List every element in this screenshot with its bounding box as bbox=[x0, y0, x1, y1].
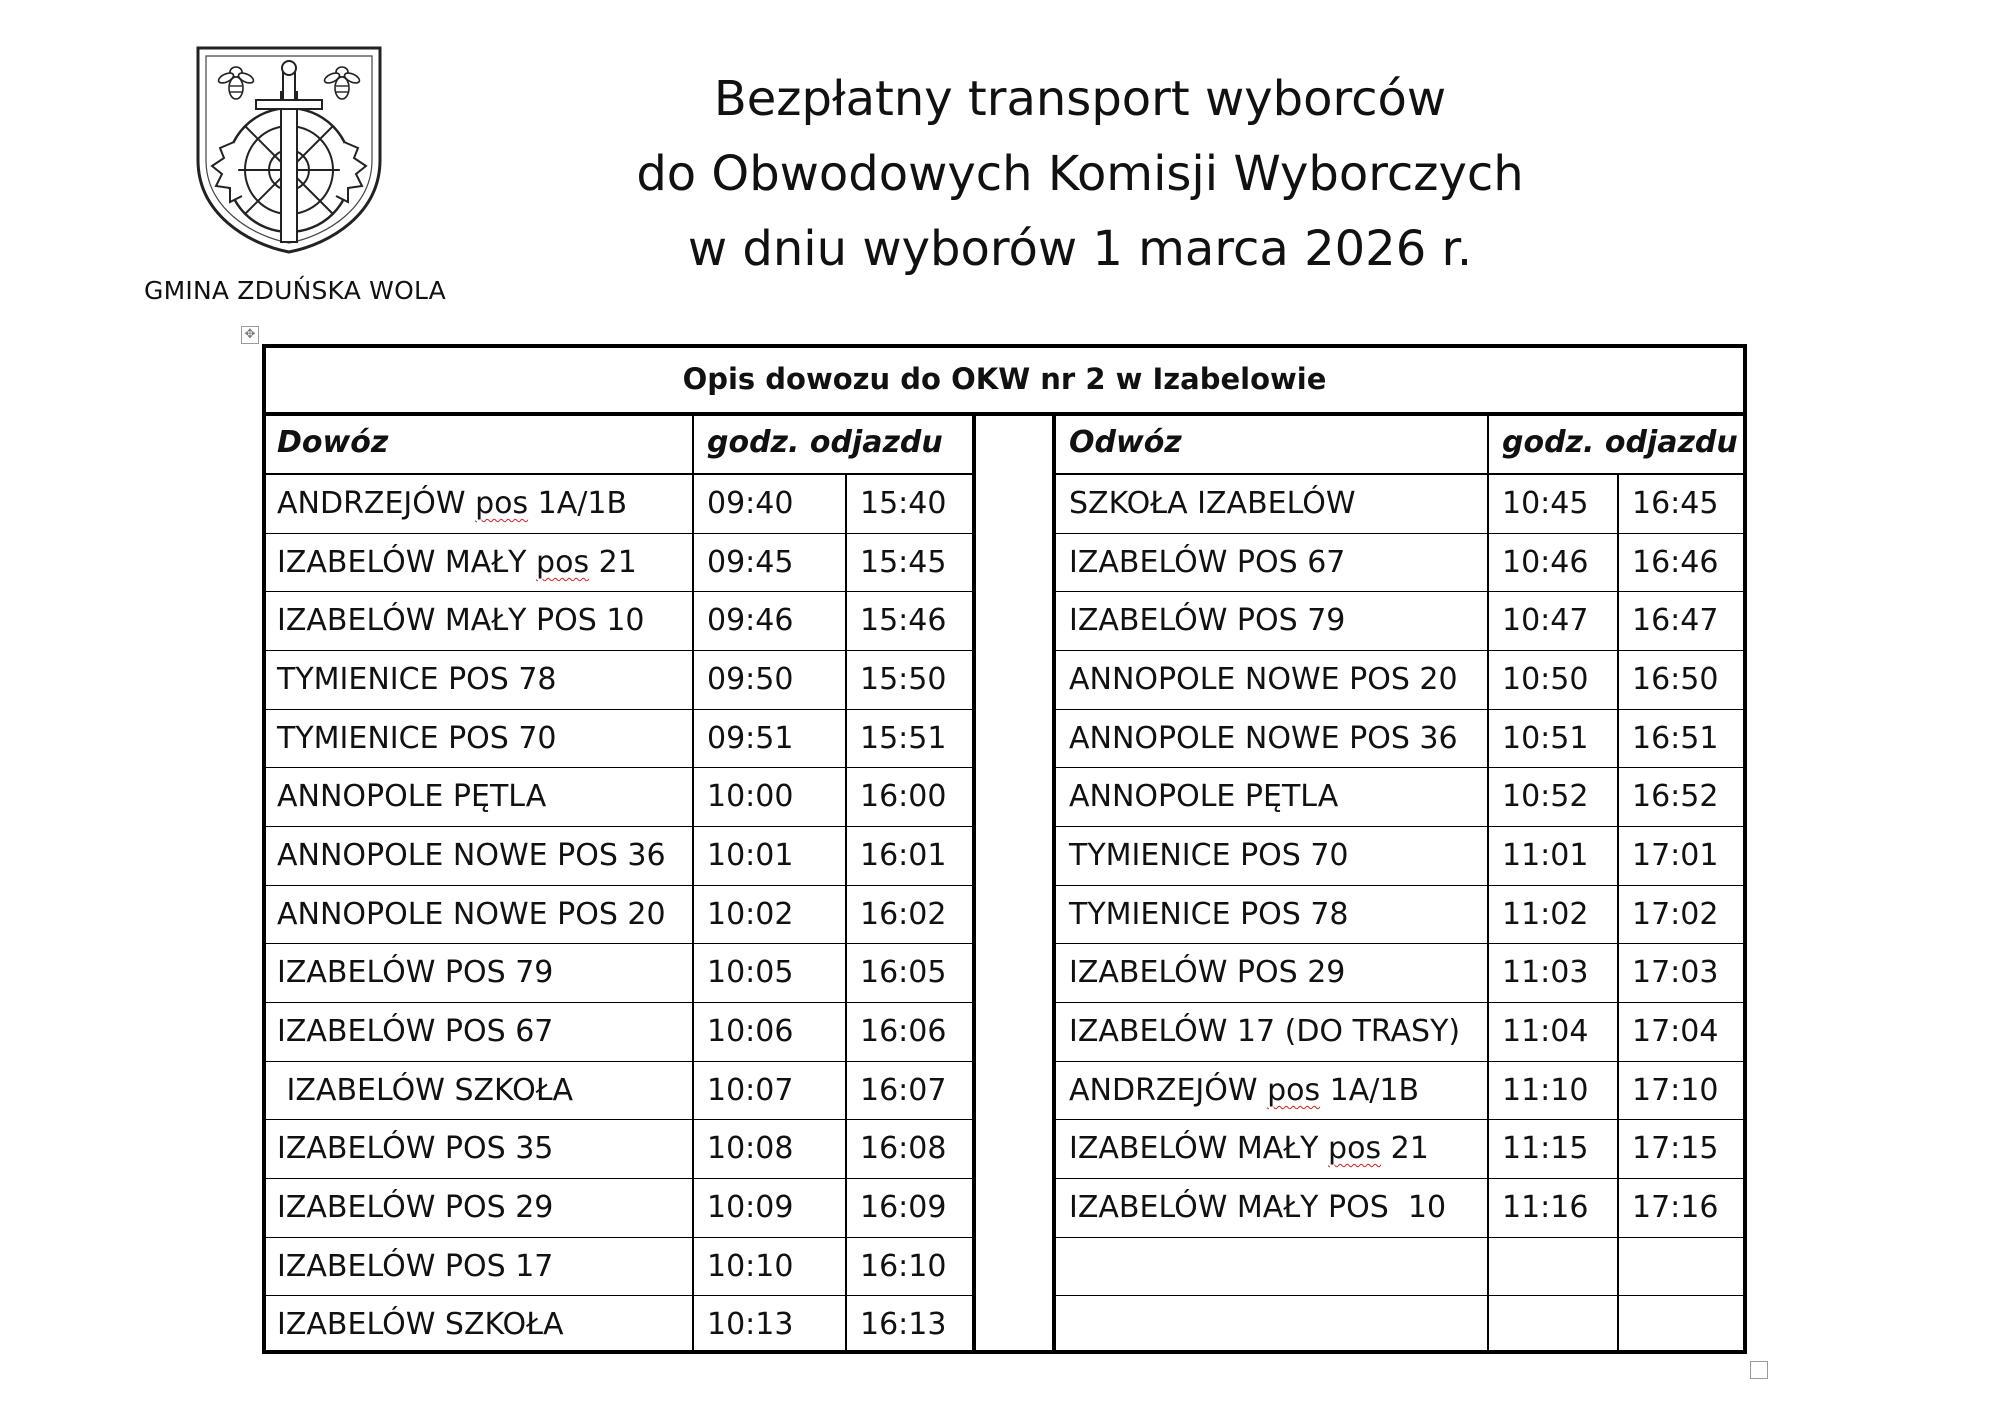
dowoz-time-1: 09:40 bbox=[707, 486, 794, 521]
row-divider-right bbox=[1054, 1237, 1747, 1238]
odwoz-time-1: 11:15 bbox=[1502, 1131, 1589, 1166]
odwoz-time-2: 16:47 bbox=[1632, 603, 1719, 638]
odwoz-time-1: 11:16 bbox=[1502, 1190, 1589, 1225]
odwoz-stop: TYMIENICE POS 78 bbox=[1069, 897, 1349, 932]
dowoz-time-2: 16:02 bbox=[860, 897, 947, 932]
odwoz-time-1: 11:10 bbox=[1502, 1073, 1589, 1108]
odwoz-stop: ANNOPOLE NOWE POS 20 bbox=[1069, 662, 1458, 697]
odwoz-time-2: 17:02 bbox=[1632, 897, 1719, 932]
municipality-name: GMINA ZDUŃSKA WOLA bbox=[144, 276, 446, 305]
dowoz-time-2: 15:51 bbox=[860, 721, 947, 756]
odwoz-stop: ANDRZEJÓW pos 1A/1B bbox=[1069, 1073, 1420, 1108]
page-title bbox=[540, 62, 1620, 287]
odwoz-time-1: 11:02 bbox=[1502, 897, 1589, 932]
dowoz-time-2: 16:01 bbox=[860, 838, 947, 873]
odwoz-stop: IZABELÓW POS 67 bbox=[1069, 545, 1346, 580]
odwoz-stop: IZABELÓW 17 (DO TRASY) bbox=[1069, 1014, 1461, 1049]
column-divider bbox=[1487, 414, 1489, 1354]
column-divider bbox=[1617, 474, 1619, 1354]
dowoz-stop: IZABELÓW POS 35 bbox=[277, 1131, 554, 1166]
odwoz-time-2: 16:46 bbox=[1632, 545, 1719, 580]
odwoz-stop: ANNOPOLE NOWE POS 36 bbox=[1069, 721, 1458, 756]
dowoz-time-1: 09:50 bbox=[707, 662, 794, 697]
schedule-table bbox=[262, 344, 1747, 1354]
column-divider bbox=[692, 414, 694, 1354]
odwoz-time-header: godz. odjazdu bbox=[1502, 425, 1738, 460]
dowoz-time-2: 15:45 bbox=[860, 545, 947, 580]
odwoz-time-2: 17:03 bbox=[1632, 955, 1719, 990]
odwoz-time-2: 16:50 bbox=[1632, 662, 1719, 697]
right-block-edge bbox=[1052, 414, 1056, 1354]
dowoz-stop: IZABELÓW POS 79 bbox=[277, 955, 554, 990]
odwoz-time-1: 10:46 bbox=[1502, 545, 1589, 580]
dowoz-stop: IZABELÓW POS 29 bbox=[277, 1190, 554, 1225]
municipal-crest-icon bbox=[180, 42, 398, 256]
odwoz-time-2: 17:15 bbox=[1632, 1131, 1719, 1166]
title-line-2: do Obwodowych Komisji Wyborczych bbox=[636, 146, 1524, 202]
row-divider-right bbox=[1054, 1295, 1747, 1296]
dowoz-stop: IZABELÓW POS 67 bbox=[277, 1014, 554, 1049]
dowoz-time-header: godz. odjazdu bbox=[707, 425, 943, 460]
dowoz-time-2: 16:08 bbox=[860, 1131, 947, 1166]
odwoz-time-1: 11:03 bbox=[1502, 955, 1589, 990]
title-line-3: w dniu wyborów 1 marca 2026 r. bbox=[687, 221, 1473, 277]
dowoz-time-1: 10:00 bbox=[707, 779, 794, 814]
dowoz-stop: IZABELÓW POS 17 bbox=[277, 1249, 554, 1284]
dowoz-stop: ANDRZEJÓW pos 1A/1B bbox=[277, 486, 628, 521]
odwoz-stop: IZABELÓW MAŁY POS 10 bbox=[1069, 1190, 1447, 1225]
odwoz-time-2: 16:51 bbox=[1632, 721, 1719, 756]
spelling-mark: pos bbox=[536, 545, 590, 580]
odwoz-time-1: 10:50 bbox=[1502, 662, 1589, 697]
dowoz-stop: TYMIENICE POS 78 bbox=[277, 662, 557, 697]
dowoz-time-1: 09:45 bbox=[707, 545, 794, 580]
odwoz-time-2: 17:04 bbox=[1632, 1014, 1719, 1049]
table-caption: Opis dowozu do OKW nr 2 w Izabelowie bbox=[682, 362, 1327, 396]
dowoz-time-1: 09:51 bbox=[707, 721, 794, 756]
spelling-mark: pos bbox=[1267, 1073, 1321, 1108]
table-move-handle-icon[interactable]: ✥ bbox=[241, 326, 259, 344]
odwoz-time-2: 17:16 bbox=[1632, 1190, 1719, 1225]
dowoz-time-2: 16:10 bbox=[860, 1249, 947, 1284]
dowoz-stop: ANNOPOLE NOWE POS 36 bbox=[277, 838, 666, 873]
dowoz-header: Dowóz bbox=[277, 425, 389, 460]
odwoz-time-2: 16:45 bbox=[1632, 486, 1719, 521]
odwoz-time-2: 17:10 bbox=[1632, 1073, 1719, 1108]
dowoz-time-1: 10:06 bbox=[707, 1014, 794, 1049]
dowoz-stop: IZABELÓW SZKOŁA bbox=[277, 1073, 574, 1108]
dowoz-time-1: 10:09 bbox=[707, 1190, 794, 1225]
dowoz-time-1: 10:08 bbox=[707, 1131, 794, 1166]
column-divider bbox=[845, 474, 847, 1354]
dowoz-time-2: 16:09 bbox=[860, 1190, 947, 1225]
dowoz-stop: ANNOPOLE PĘTLA bbox=[277, 779, 547, 814]
odwoz-time-2: 16:52 bbox=[1632, 779, 1719, 814]
odwoz-stop: IZABELÓW POS 79 bbox=[1069, 603, 1346, 638]
dowoz-time-2: 15:46 bbox=[860, 603, 947, 638]
dowoz-stop: ANNOPOLE NOWE POS 20 bbox=[277, 897, 666, 932]
odwoz-time-1: 10:47 bbox=[1502, 603, 1589, 638]
odwoz-stop: IZABELÓW POS 29 bbox=[1069, 955, 1346, 990]
odwoz-stop: ANNOPOLE PĘTLA bbox=[1069, 779, 1339, 814]
dowoz-time-2: 16:13 bbox=[860, 1307, 947, 1342]
title-line-1: Bezpłatny transport wyborców bbox=[713, 71, 1447, 127]
dowoz-time-2: 16:05 bbox=[860, 955, 947, 990]
dowoz-time-2: 16:00 bbox=[860, 779, 947, 814]
dowoz-time-1: 10:07 bbox=[707, 1073, 794, 1108]
odwoz-time-2: 17:01 bbox=[1632, 838, 1719, 873]
table-resize-handle-icon[interactable] bbox=[1750, 1361, 1768, 1379]
odwoz-stop: SZKOŁA IZABELÓW bbox=[1069, 486, 1356, 521]
dowoz-time-1: 09:46 bbox=[707, 603, 794, 638]
dowoz-time-2: 15:40 bbox=[860, 486, 947, 521]
left-block-edge bbox=[972, 414, 976, 1354]
odwoz-time-1: 10:52 bbox=[1502, 779, 1589, 814]
odwoz-stop: TYMIENICE POS 70 bbox=[1069, 838, 1349, 873]
dowoz-stop: IZABELÓW MAŁY POS 10 bbox=[277, 603, 645, 638]
spelling-mark: pos bbox=[1328, 1131, 1382, 1166]
dowoz-time-2: 15:50 bbox=[860, 662, 947, 697]
dowoz-time-2: 16:06 bbox=[860, 1014, 947, 1049]
spelling-mark: pos bbox=[475, 486, 529, 521]
dowoz-time-1: 10:05 bbox=[707, 955, 794, 990]
dowoz-stop: TYMIENICE POS 70 bbox=[277, 721, 557, 756]
odwoz-time-1: 10:45 bbox=[1502, 486, 1589, 521]
odwoz-time-1: 11:04 bbox=[1502, 1014, 1589, 1049]
dowoz-time-2: 16:07 bbox=[860, 1073, 947, 1108]
odwoz-stop: IZABELÓW MAŁY pos 21 bbox=[1069, 1131, 1429, 1166]
dowoz-time-1: 10:01 bbox=[707, 838, 794, 873]
odwoz-time-1: 10:51 bbox=[1502, 721, 1589, 756]
dowoz-time-1: 10:10 bbox=[707, 1249, 794, 1284]
dowoz-time-1: 10:02 bbox=[707, 897, 794, 932]
dowoz-stop: IZABELÓW SZKOŁA bbox=[277, 1307, 564, 1342]
odwoz-header: Odwóz bbox=[1069, 425, 1182, 460]
odwoz-time-1: 11:01 bbox=[1502, 838, 1589, 873]
dowoz-time-1: 10:13 bbox=[707, 1307, 794, 1342]
dowoz-stop: IZABELÓW MAŁY pos 21 bbox=[277, 545, 637, 580]
